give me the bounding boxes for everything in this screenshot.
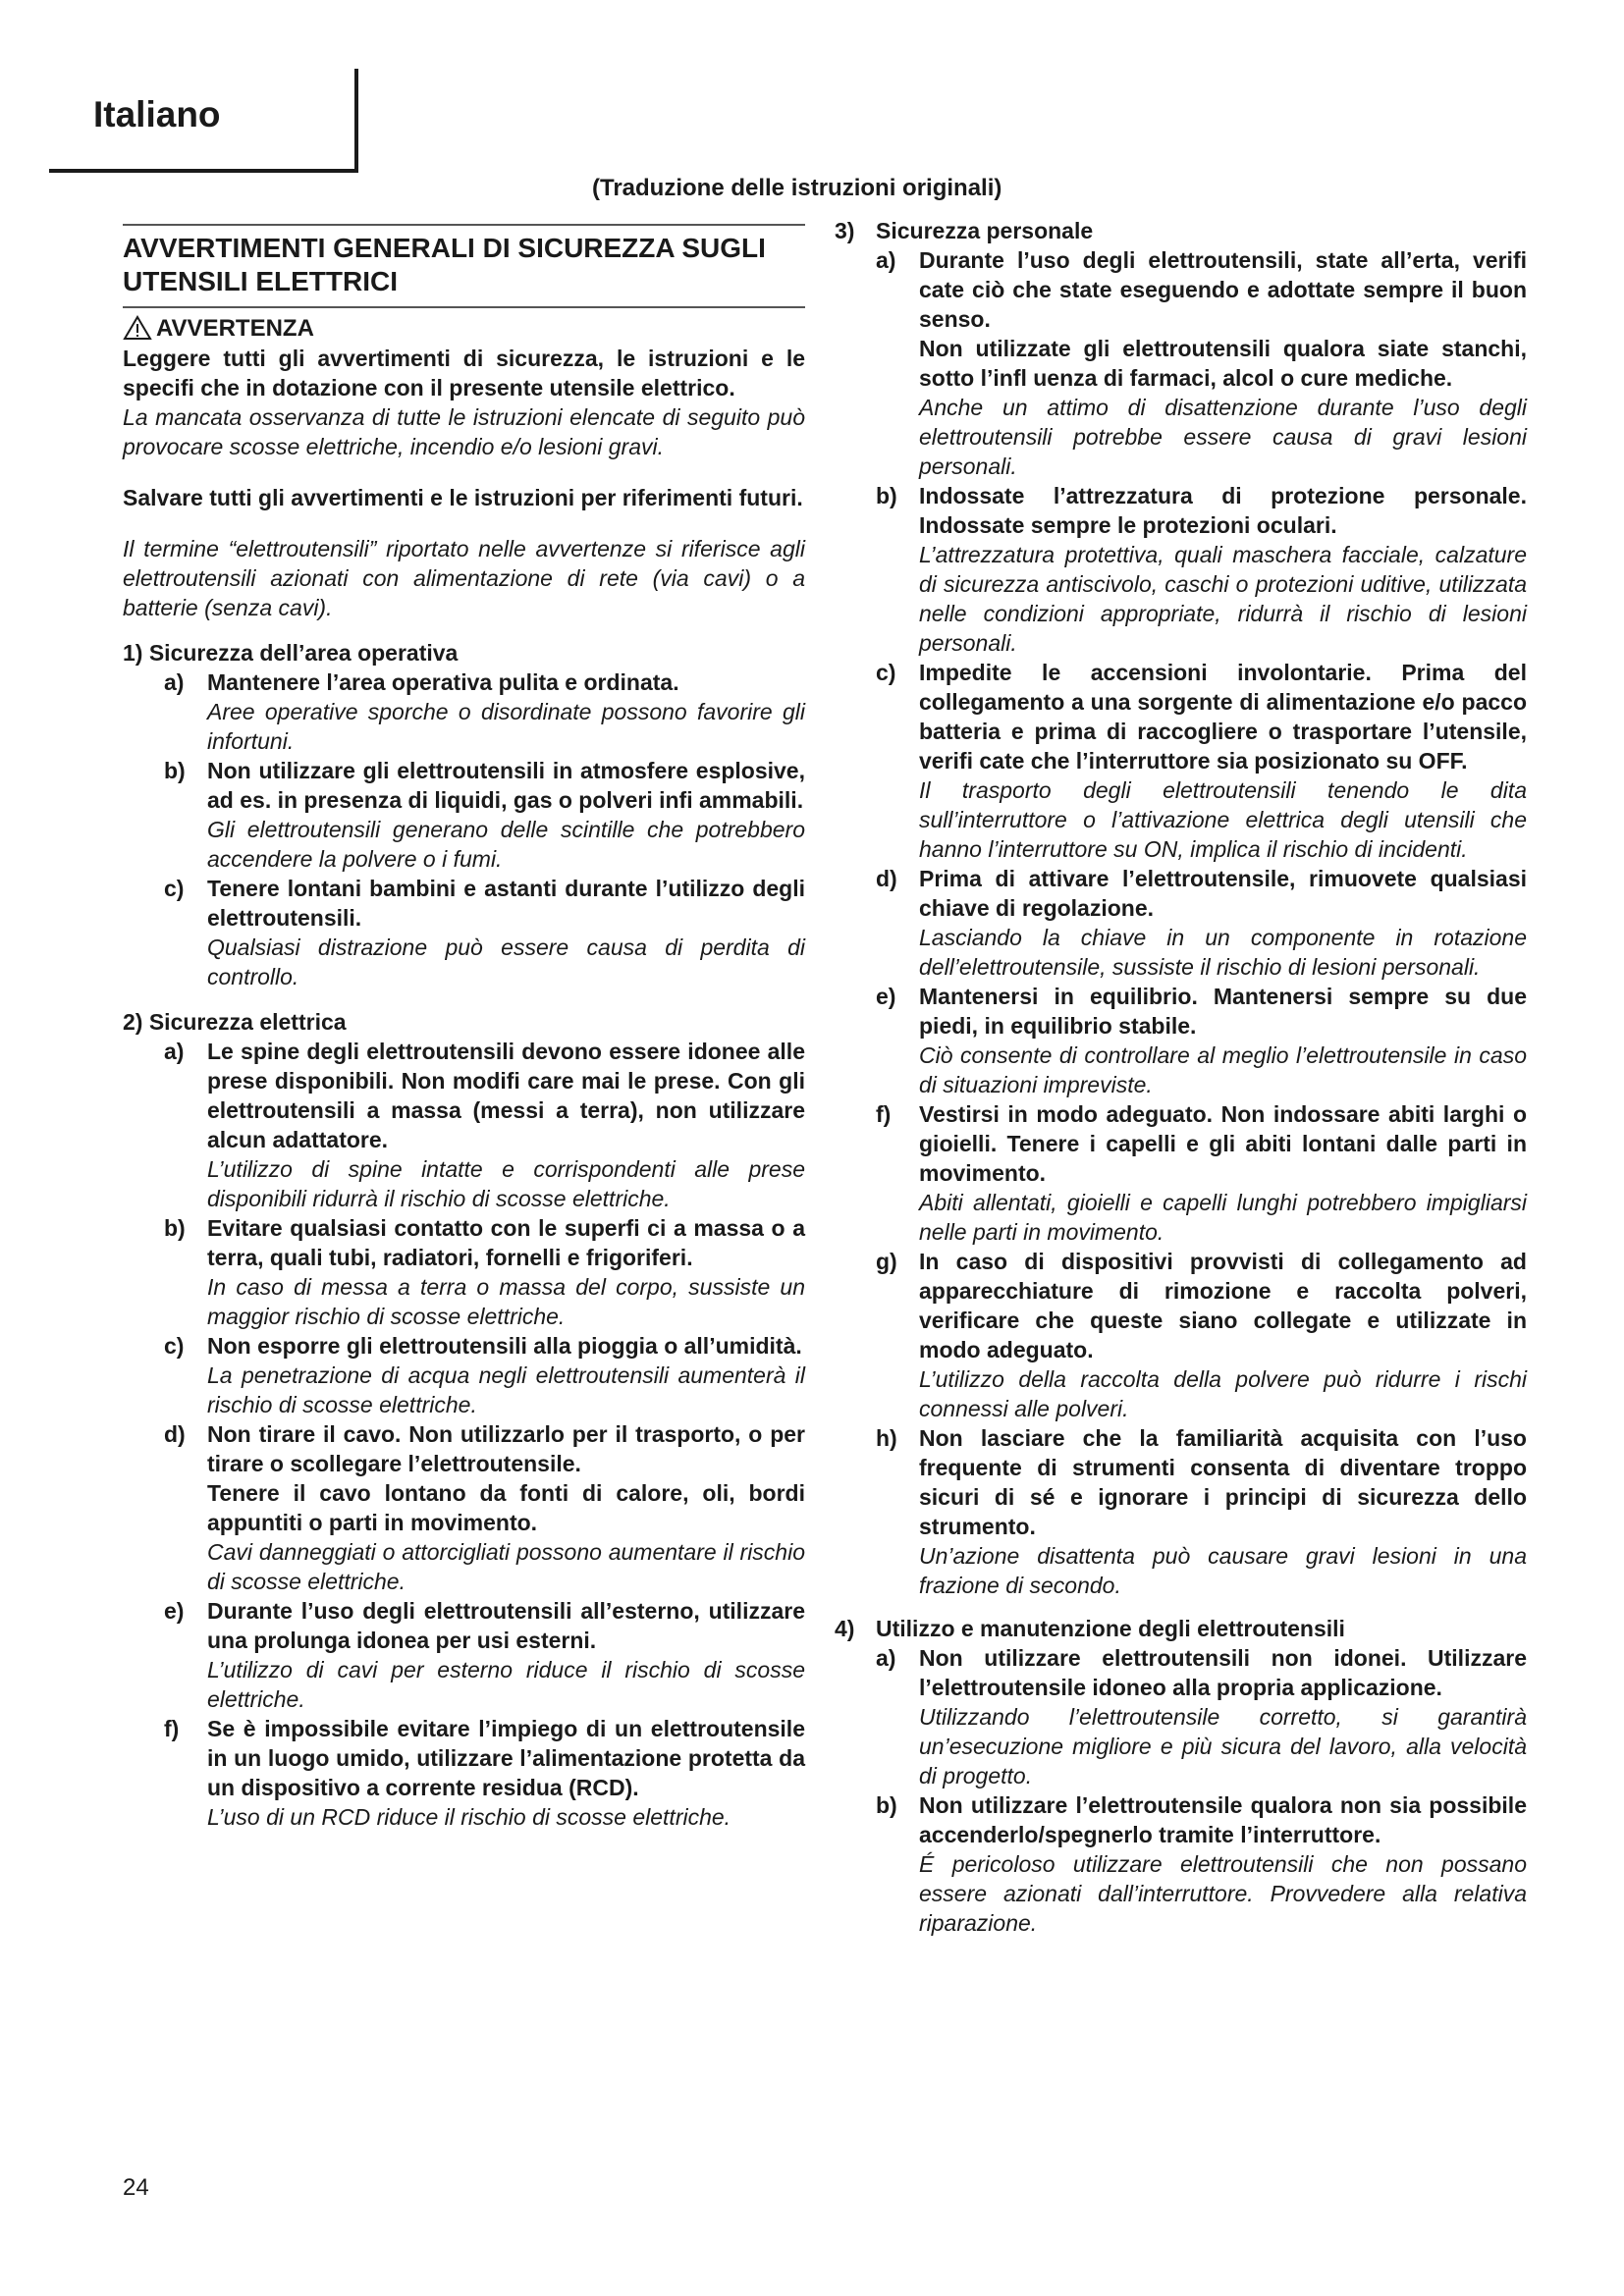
item-note: Gli elettroutensili generano delle scintille che potrebbero accendere la polvere o i fumi. <box>207 817 805 872</box>
divider <box>123 306 805 308</box>
right-column <box>835 216 1527 1938</box>
list-item: d) Non tirare il cavo. Non utilizzarlo per il trasporto, o per tirare o scollegare l’elettroutensile. <box>164 1421 805 1476</box>
save-instructions: Salvare tutti gli avvertimenti e le istruzioni per riferimenti futuri. <box>123 485 803 510</box>
list-item: c) Non esporre gli elettroutensili alla pioggia o all’umidità. <box>164 1333 802 1359</box>
list-item: d) Prima di attivare l’elettroutensile, rimuovete qualsiasi chiave di regolazione. <box>876 866 1527 921</box>
item-note: Utilizzando l’elettroutensile corretto, si garantirà un’esecuzione migliore e più sicura del lavoro, alla velocità di progetto. <box>919 1704 1527 1789</box>
intro-italic: La mancata osservanza di tutte le istruzioni elencate di seguito può provocare scosse elettriche, incendio e/o lesioni gravi. <box>123 404 805 459</box>
item-note: L’utilizzo di spine intatte e corrispondenti alle prese disponibili ridurrà il rischio di scosse elettriche. <box>207 1156 805 1211</box>
list-item: e) Mantenersi in equilibrio. Mantenersi sempre su due piedi, in equilibrio stabile. <box>876 984 1527 1039</box>
warning-label: AVVERTENZA <box>156 315 314 342</box>
list-item: c) Tenere lontani bambini e astanti durante l’utilizzo degli elettroutensili. <box>164 876 805 931</box>
warning-heading <box>123 314 805 344</box>
item-note: L’uso di un RCD riduce il rischio di scosse elettriche. <box>207 1804 731 1830</box>
section-4-heading: 4) Utilizzo e manutenzione degli elettroutensili <box>835 1616 1345 1641</box>
item-note: Cavi danneggiati o attorcigliati possono aumentare il rischio di scosse elettriche. <box>207 1539 805 1594</box>
section-3-heading: 3) Sicurezza personale <box>835 218 1094 243</box>
list-item: b) Non utilizzare gli elettroutensili in atmosfere esplosive, ad es. in presenza di liquidi, gas o polveri infi ammabili. <box>164 758 805 813</box>
page-subtitle: (Traduzione delle istruzioni originali) <box>592 175 1002 201</box>
section-1-heading: 1) Sicurezza dell’area operativa <box>123 640 459 666</box>
item-note: Il trasporto degli elettroutensili tenendo le dita sull’interruttore o l’attivazione elettrica degli utensili che hanno l’interruttore su ON, implica il rischio di incidenti. <box>919 777 1527 862</box>
item-note: Aree operative sporche o disordinate possono favorire gli infortuni. <box>207 699 805 754</box>
item-note: La penetrazione di acqua negli elettroutensili aumenterà il rischio di scosse elettriche. <box>207 1362 805 1417</box>
item-note: L’utilizzo della raccolta della polvere può ridurre i rischi connessi alle polveri. <box>919 1366 1527 1421</box>
item-note: Un’azione disattenta può causare gravi lesioni in una frazione di secondo. <box>919 1543 1527 1598</box>
list-item: a) Non utilizzare elettroutensili non idonei. Utilizzare l’elettroutensile idoneo alla propria applicazione. <box>876 1645 1527 1700</box>
list-item: h) Non lasciare che la familiarità acquisita con l’uso frequente di strumenti consenta di diventare troppo sicuri di sé e ignorare i principi di sicurezza dello strumento. <box>876 1425 1527 1539</box>
item-note: É pericoloso utilizzare elettroutensili che non possano essere azionati dall’interruttore. Provvedere alla relativa riparazione. <box>919 1851 1527 1936</box>
item-note: L’attrezzatura protettiva, quali maschera facciale, calzature di sicurezza antiscivolo, caschi o protezioni uditive, utilizzata nelle condizioni appropriate, ridurrà il rischio di lesioni personali. <box>919 542 1527 656</box>
list-item: f) Vestirsi in modo adeguato. Non indossare abiti larghi o gioielli. Tenere i capelli e gli abiti lontani dalle parti in movimento. <box>876 1101 1527 1186</box>
list-item: b) Indossate l’attrezzatura di protezione personale. Indossate sempre le protezioni oculari. <box>876 483 1527 538</box>
warning-triangle-icon <box>123 315 152 341</box>
list-item: b) Evitare qualsiasi contatto con le superfi ci a massa o a terra, quali tubi, radiatori, fornelli e frigoriferi. <box>164 1215 805 1270</box>
list-item: a) Mantenere l’area operativa pulita e ordinata. <box>164 669 679 695</box>
item-note: L’utilizzo di cavi per esterno riduce il rischio di scosse elettriche. <box>207 1657 805 1712</box>
item-note: Lasciando la chiave in un componente in rotazione dell’elettroutensile, sussiste il rischio di lesioni personali. <box>919 925 1527 980</box>
item-note: Qualsiasi distrazione può essere causa di perdita di controllo. <box>207 934 805 989</box>
list-item: a) Durante l’uso degli elettroutensili, state all’erta, verifi cate ciò che state eseguendo e adottate sempre il buon senso. <box>876 247 1527 332</box>
intro-bold: Leggere tutti gli avvertimenti di sicurezza, le istruzioni e le specifi che in dotazione con il presente utensile elettrico. <box>123 346 805 400</box>
section-title: AVVERTIMENTI GENERALI DI SICUREZZA SUGLI UTENSILI ELETTRICI <box>123 233 766 296</box>
item-continuation: Tenere il cavo lontano da fonti di calore, oli, bordi appuntiti o parti in movimento. <box>207 1480 805 1535</box>
term-definition: Il termine “elettroutensili” riportato nelle avvertenze si riferisce agli elettroutensili azionati con alimentazione di rete (via cavi) o a batterie (senza cavi). <box>123 536 805 620</box>
list-item: e) Durante l’uso degli elettroutensili all’esterno, utilizzare una prolunga idonea per usi esterni. <box>164 1598 805 1653</box>
item-continuation: Non utilizzate gli elettroutensili qualora siate stanchi, sotto l’infl uenza di farmaci, alcol o cure mediche. <box>919 336 1527 391</box>
item-note: Ciò consente di controllare al meglio l’elettroutensile in caso di situazioni impreviste. <box>919 1042 1527 1097</box>
item-note: Abiti allentati, gioielli e capelli lunghi potrebbero impigliarsi nelle parti in movimento. <box>919 1190 1527 1245</box>
list-item: f) Se è impossibile evitare l’impiego di un elettroutensile in un luogo umido, utilizzare l’alimentazione protetta da un dispositivo a corrente residua (RCD). <box>164 1716 805 1800</box>
section-2-heading: 2) Sicurezza elettrica <box>123 1009 347 1035</box>
item-note: Anche un attimo di disattenzione durante l’uso degli elettroutensili potrebbe essere causa di gravi lesioni personali. <box>919 395 1527 479</box>
list-item: g) In caso di dispositivi provvisti di collegamento ad apparecchiature di rimozione e raccolta polveri, verificare che queste siano collegate e utilizzate in modo adeguato. <box>876 1249 1527 1362</box>
list-item: b) Non utilizzare l’elettroutensile qualora non sia possibile accenderlo/spegnerlo tramite l’interruttore. <box>876 1792 1527 1847</box>
left-column <box>123 216 805 1832</box>
page-number: 24 <box>123 2174 149 2201</box>
item-note: In caso di messa a terra o massa del corpo, sussiste un maggior rischio di scosse elettriche. <box>207 1274 805 1329</box>
language-label: Italiano <box>93 94 221 134</box>
divider <box>123 224 805 226</box>
list-item: c) Impedite le accensioni involontarie. Prima del collegamento a una sorgente di alimentazione e/o pacco batteria e prima di raccogliere o trasportare l’utensile, verifi cate che l’interruttore sia posizionato su OFF. <box>876 660 1527 774</box>
list-item: a) Le spine degli elettroutensili devono essere idonee alle prese disponibili. Non modifi care mai le prese. Con gli elettroutensili a massa (messi a terra), non utilizzare alcun adattatore. <box>164 1039 805 1152</box>
